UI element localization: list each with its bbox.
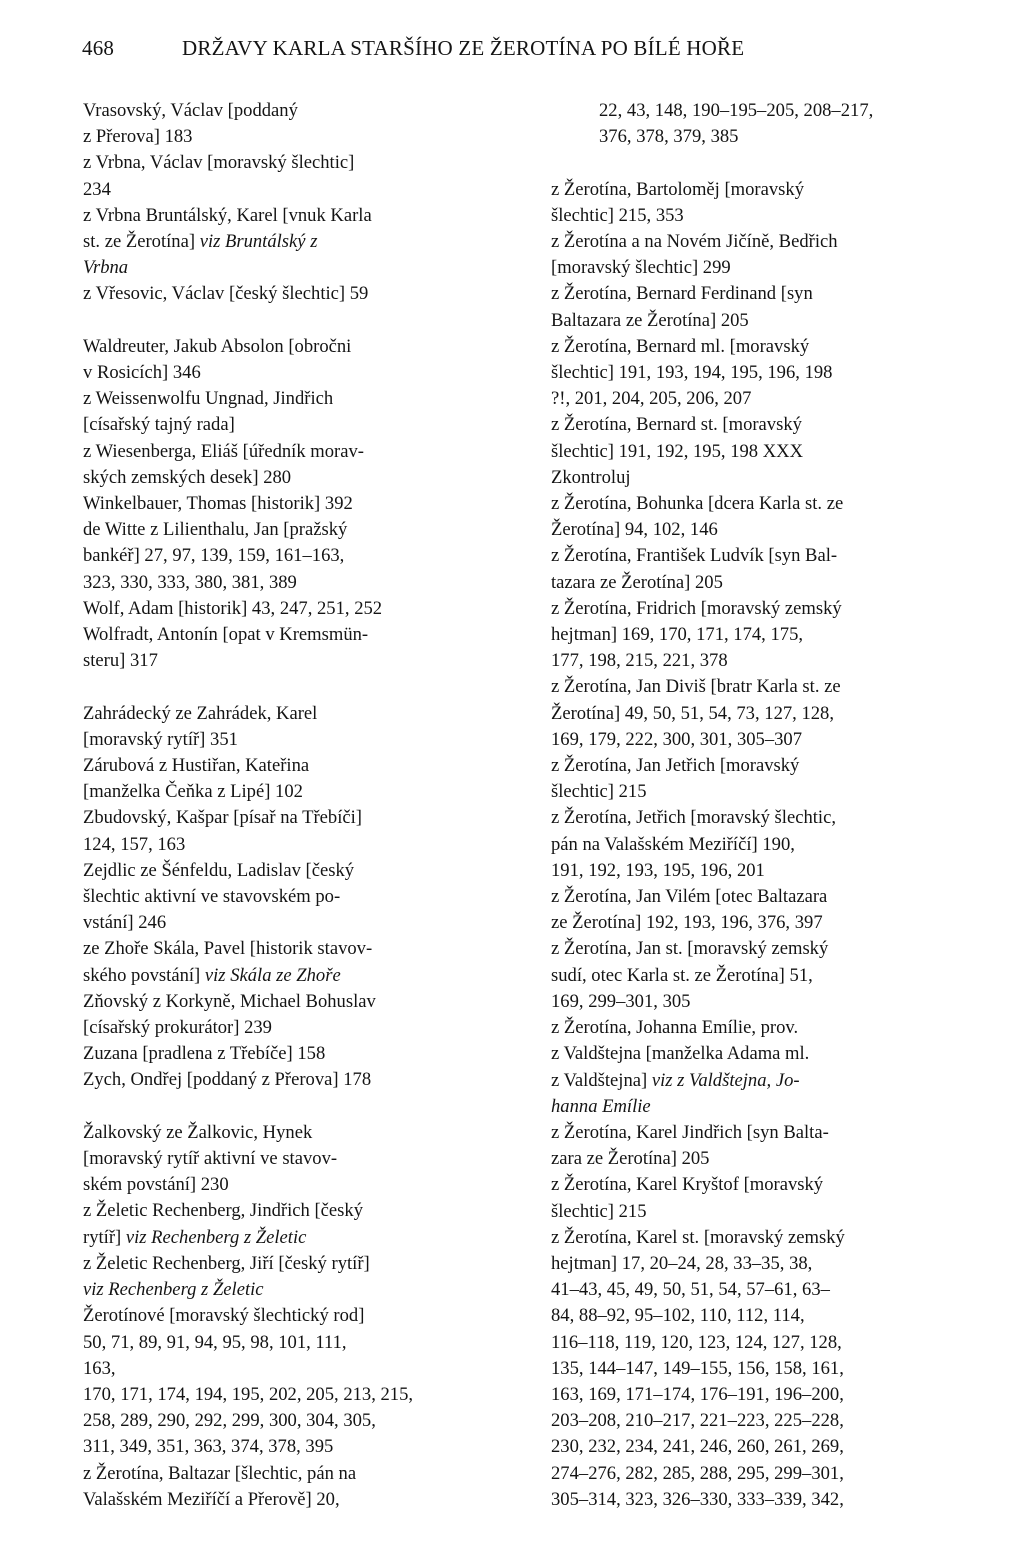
entry-line: z Žerotína, František Ludvík [syn Bal- — [551, 545, 838, 567]
entry-line: ském povstání] 230 — [83, 1174, 229, 1196]
entry-line: [císařský tajný rada] — [83, 414, 235, 436]
entry-line: 323, 330, 333, 380, 381, 389 — [83, 571, 297, 593]
entry-line: z Žerotína, Karel Kryštof [moravský — [551, 1174, 824, 1196]
index-entry — [83, 805, 498, 857]
index-entry — [83, 622, 498, 674]
entry-line: z Žerotína a na Novém Jičíně, Bedřich — [551, 231, 838, 252]
entry-line: 169, 299–301, 305 — [551, 990, 691, 1012]
index-entry — [551, 98, 971, 150]
index-column-left — [83, 98, 498, 1513]
entry-line — [83, 1277, 498, 1303]
index-entry — [83, 1382, 498, 1461]
entry-line: z Žerotína, Bohunka [dcera Karla st. ze — [551, 493, 844, 515]
index-entry — [83, 1303, 498, 1382]
entry-line: vstání] 246 — [83, 912, 167, 934]
index-entry — [83, 1067, 498, 1093]
entry-line: 203–208, 210–217, 221–223, 225–228, — [551, 1410, 844, 1432]
entry-line: ?!, 201, 204, 205, 206, 207 — [551, 388, 752, 410]
entry-line: Winkelbauer, Thomas [historik] 392 — [83, 493, 353, 515]
entry-line: z Žerotína, Bernard ml. [moravský — [551, 335, 810, 357]
index-entry — [83, 936, 498, 988]
index-entry — [83, 150, 498, 202]
index-entry — [83, 281, 498, 307]
index-entry — [83, 1251, 498, 1303]
index-entry — [551, 229, 971, 281]
entry-line: z Weissenwolfu Ungnad, Jindřich — [83, 388, 334, 410]
entry-line: Zuzana [pradlena z Třebíče] 158 — [83, 1043, 326, 1065]
index-entry — [551, 1015, 971, 1120]
entry-line: st. ze Žerotína] viz Bruntálský z — [83, 231, 318, 253]
cross-reference: hanna Emílie — [551, 1095, 651, 1117]
entry-line: Žerotína] 49, 50, 51, 54, 73, 127, 128, — [551, 702, 835, 724]
entry-line: 84, 88–92, 95–102, 110, 112, 114, — [551, 1305, 805, 1327]
cross-reference: viz Bruntálský z — [199, 231, 318, 253]
entry-line: z Žerotína, Jetřich [moravský šlechtic, — [551, 807, 836, 829]
entry-line: z Žerotína, Jan Jetřich [moravský — [551, 755, 800, 777]
index-entry — [551, 334, 971, 413]
index-entry — [551, 1172, 971, 1224]
entry-line: z Wiesenberga, Eliáš [úředník morav- — [83, 440, 364, 462]
entry-line: z Žerotína, Fridrich [moravský zemský — [551, 597, 842, 619]
entry-line: pán na Valašském Meziříčí] 190, — [551, 833, 795, 855]
entry-line: z Přerova] 183 — [83, 126, 193, 148]
entry-line: 177, 198, 215, 221, 378 — [551, 650, 728, 672]
entry-line: z Žerotína, Jan Diviš [bratr Karla st. ze — [551, 676, 841, 698]
entry-line: [moravský šlechtic] 299 — [551, 257, 731, 279]
entry-line: Zbudovský, Kašpar [písař na Třebíči] — [83, 807, 362, 829]
index-entry — [83, 517, 498, 596]
entry-line: ze Zhoře Skála, Pavel [historik stavov- — [83, 938, 373, 960]
entry-line: bankéř] 27, 97, 139, 159, 161–163, — [83, 545, 345, 567]
entry-line: zara ze Žerotína] 205 — [551, 1148, 710, 1170]
entry-line: šlechtic] 191, 192, 195, 198 XXX — [551, 440, 804, 462]
entry-line: ze Žerotína] 192, 193, 196, 376, 397 — [551, 912, 823, 934]
entry-line: [manželka Čeňka z Lipé] 102 — [83, 781, 303, 803]
entry-line: 22, 43, 148, 190–195–205, 208–217, — [599, 100, 874, 121]
entry-line: Zárubová z Hustiřan, Kateřina — [83, 755, 310, 777]
entry-line: 234 — [83, 178, 111, 200]
entry-line: 311, 349, 351, 363, 374, 378, 395 — [83, 1436, 334, 1458]
index-entry — [551, 1120, 971, 1172]
index-entry — [551, 753, 971, 805]
entry-line: Vrasovský, Václav [poddaný — [83, 100, 298, 121]
index-entry — [551, 805, 971, 884]
entry-line: 163, 169, 171–174, 176–191, 196–200, — [551, 1383, 844, 1405]
entry-line: Žerotína] 94, 102, 146 — [551, 519, 718, 541]
entry-line: šlechtic] 215 — [551, 781, 647, 803]
entry-line: 274–276, 282, 285, 288, 295, 299–301, — [551, 1462, 844, 1484]
entry-line: 305–314, 323, 326–330, 333–339, 342, — [551, 1488, 844, 1510]
index-entry — [551, 543, 971, 595]
page-number: 468 — [82, 36, 115, 60]
cross-reference: viz Rechenberg z Želetic — [125, 1226, 307, 1248]
index-column-right — [551, 98, 971, 1513]
entry-line: z Vrbna Bruntálský, Karel [vnuk Karla — [83, 204, 372, 226]
entry-line: 116–118, 119, 120, 123, 124, 127, 128, — [551, 1331, 842, 1353]
entry-line: Valašském Meziříčí a Přerově] 20, — [83, 1488, 340, 1510]
index-entry — [83, 439, 498, 491]
index-entry — [83, 1041, 498, 1067]
entry-line: 376, 378, 379, 385 — [599, 126, 739, 148]
index-entry — [83, 858, 498, 937]
index-entry — [83, 203, 498, 282]
index-entry — [83, 334, 498, 386]
cross-reference: viz Skála ze Zhoře — [204, 964, 341, 986]
entry-line: Wolfradt, Antonín [opat v Kremsmün- — [83, 624, 369, 646]
entry-line: šlechtic aktivní ve stavovském po- — [83, 886, 341, 908]
entry-line: 163, — [83, 1357, 116, 1379]
entry-line: z Žerotína, Karel st. [moravský zemský — [551, 1226, 845, 1248]
entry-line: Zahrádecký ze Zahrádek, Karel — [83, 702, 318, 724]
entry-line: Zňovský z Korkyně, Michael Bohuslav — [83, 990, 376, 1012]
entry-line: z Želetic Rechenberg, Jindřich [český — [83, 1200, 363, 1222]
index-entry — [551, 412, 971, 491]
index-entry — [83, 1198, 498, 1250]
entry-line: steru] 317 — [83, 650, 158, 672]
entry-line: Žalkovský ze Žalkovic, Hynek — [83, 1121, 313, 1143]
entry-line: 135, 144–147, 149–155, 156, 158, 161, — [551, 1357, 844, 1379]
entry-line: Wolf, Adam [historik] 43, 247, 251, 252 — [83, 597, 383, 619]
entry-line: z Žerotína, Jan Vilém [otec Baltazara — [551, 886, 828, 908]
entry-line: Baltazara ze Žerotína] 205 — [551, 309, 749, 331]
entry-line: 258, 289, 290, 292, 299, 300, 304, 305, — [83, 1410, 376, 1432]
entry-line: hejtman] 17, 20–24, 28, 33–35, 38, — [551, 1252, 813, 1274]
entry-line: z Vřesovic, Václav [český šlechtic] 59 — [83, 283, 369, 305]
index-entry — [83, 989, 498, 1041]
index-entry — [83, 386, 498, 438]
entry-line: tazara ze Žerotína] 205 — [551, 571, 723, 593]
entry-line: 41–43, 45, 49, 50, 51, 54, 57–61, 63– — [551, 1279, 830, 1301]
entry-line: ských zemských desek] 280 — [83, 466, 292, 488]
entry-line: z Žerotína, Bernard st. [moravský — [551, 414, 802, 436]
entry-line: rytíř] viz Rechenberg z Želetic — [83, 1226, 307, 1248]
entry-line: z Vrbna, Václav [moravský šlechtic] — [83, 152, 355, 174]
index-entry — [551, 1225, 971, 1513]
running-header — [82, 36, 962, 61]
entry-line: Waldreuter, Jakub Absolon [obročni — [83, 335, 352, 357]
entry-line: de Witte z Lilienthalu, Jan [pražský — [83, 519, 348, 541]
entry-line — [551, 1094, 971, 1120]
entry-line: ského povstání] viz Skála ze Zhoře — [83, 964, 341, 986]
running-head-title: DRŽAVY KARLA STARŠÍHO ZE ŽEROTÍNA PO BÍLÉ HOŘE — [182, 36, 745, 60]
index-entry — [551, 884, 971, 936]
index-entry — [83, 701, 498, 753]
entry-line: [moravský rytíř aktivní ve stavov- — [83, 1148, 338, 1170]
cross-reference: viz z Valdštejna, Jo- — [651, 1069, 800, 1091]
index-entry — [83, 98, 498, 150]
entry-line — [83, 255, 498, 281]
index-entry — [551, 177, 971, 229]
entry-line: z Valdštejna] viz z Valdštejna, Jo- — [551, 1069, 800, 1091]
entry-line: sudí, otec Karla st. ze Žerotína] 51, — [551, 964, 813, 986]
entry-line: z Žerotína, Baltazar [šlechtic, pán na — [83, 1462, 357, 1484]
entry-line: Zych, Ondřej [poddaný z Přerova] 178 — [83, 1069, 372, 1091]
entry-line: [moravský rytíř] 351 — [83, 728, 238, 750]
entry-line: z Žerotína, Bernard Ferdinand [syn — [551, 283, 813, 305]
index-entry — [551, 936, 971, 1015]
entry-line: [císařský prokurátor] 239 — [83, 1017, 272, 1039]
index-entry — [83, 1461, 498, 1513]
index-entry — [551, 596, 971, 675]
entry-line: v Rosicích] 346 — [83, 362, 201, 384]
entry-line: z Valdštejna [manželka Adama ml. — [551, 1043, 810, 1065]
index-entry — [551, 281, 971, 333]
index-entry — [83, 1120, 498, 1199]
index-entry — [551, 674, 971, 753]
cross-reference: viz Rechenberg z Želetic — [83, 1279, 264, 1301]
entry-line: šlechtic] 191, 193, 194, 195, 196, 198 — [551, 362, 833, 384]
entry-line: z Želetic Rechenberg, Jiří [český rytíř] — [83, 1252, 370, 1274]
entry-line: z Žerotína, Karel Jindřich [syn Balta- — [551, 1121, 829, 1143]
index-entry — [551, 491, 971, 543]
entry-line: z Žerotína, Jan st. [moravský zemský — [551, 938, 829, 960]
index-entry — [83, 491, 498, 517]
entry-line: 169, 179, 222, 300, 301, 305–307 — [551, 728, 803, 750]
entry-line: 191, 192, 193, 195, 196, 201 — [551, 859, 765, 881]
entry-line: šlechtic] 215 — [551, 1200, 647, 1222]
entry-line: Zkontroluj — [551, 466, 631, 488]
entry-line: 230, 232, 234, 241, 246, 260, 261, 269, — [551, 1436, 844, 1458]
index-entry — [83, 753, 498, 805]
entry-line: hejtman] 169, 170, 171, 174, 175, — [551, 624, 804, 646]
entry-line: Žerotínové [moravský šlechtický rod] — [83, 1305, 365, 1327]
entry-line: Zejdlic ze Šénfeldu, Ladislav [český — [83, 859, 355, 881]
cross-reference: Vrbna — [83, 257, 129, 279]
entry-line: 124, 157, 163 — [83, 833, 186, 855]
entry-line: z Žerotína, Bartoloměj [moravský — [551, 178, 805, 200]
entry-line: 50, 71, 89, 91, 94, 95, 98, 101, 111, — [83, 1331, 347, 1353]
entry-line: šlechtic] 215, 353 — [551, 204, 684, 226]
entry-line: z Žerotína, Johanna Emílie, prov. — [551, 1017, 799, 1039]
entry-line: 170, 171, 174, 194, 195, 202, 205, 213, 215, — [83, 1383, 414, 1405]
index-entry — [83, 596, 498, 622]
